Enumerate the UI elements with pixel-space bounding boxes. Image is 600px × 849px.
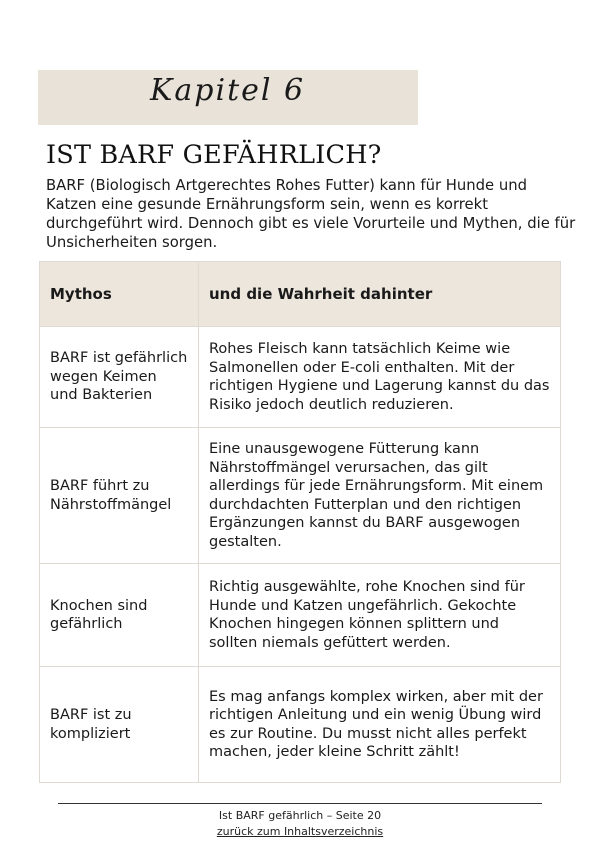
footer-divider bbox=[58, 803, 542, 804]
table-row bbox=[40, 667, 561, 783]
truth-cell: Eine unausgewogene Fütterung kann Nährstoffmängel verursachen, das gilt allerdings für jede Ernährungsform. Mit einem durchdachten Futterplan und den richtigen Ergänzungen kannst du BARF ausgewogen gestalten. bbox=[199, 428, 561, 564]
myth-cell: BARF führt zu Nährstoffmängel bbox=[40, 428, 199, 564]
myth-table bbox=[39, 261, 561, 783]
table-header-row bbox=[40, 262, 561, 327]
intro-paragraph: BARF (Biologisch Artgerechtes Rohes Futter) kann für Hunde und Katzen eine gesunde Ernährungsform sein, wenn es korrekt durchgeführt wird. Dennoch gibt es viele Vorurteile und Mythen, die für Unsicherheiten sorgen. bbox=[46, 177, 576, 251]
table-row bbox=[40, 327, 561, 428]
footer-page-label: Ist BARF gefährlich – Seite 20 bbox=[218, 809, 382, 822]
truth-cell: Rohes Fleisch kann tatsächlich Keime wie Salmonellen oder E-coli enthalten. Mit der richtigen Hygiene und Lagerung kannst du das Risiko jedoch deutlich reduzieren. bbox=[199, 327, 561, 428]
chapter-label: Kapitel 6 bbox=[150, 73, 306, 108]
myth-cell: Knochen sind gefährlich bbox=[40, 564, 199, 667]
column-header-myth: Mythos bbox=[40, 262, 199, 327]
column-header-truth: und die Wahrheit dahinter bbox=[199, 262, 561, 327]
truth-cell: Es mag anfangs komplex wirken, aber mit der richtigen Anleitung und ein wenig Übung wird es zur Routine. Du musst nicht alles perfekt machen, jeder kleine Schritt zählt! bbox=[199, 667, 561, 783]
table-row bbox=[40, 428, 561, 564]
page-title: IST BARF GEFÄHRLICH? bbox=[46, 140, 382, 170]
table-row bbox=[40, 564, 561, 667]
truth-cell: Richtig ausgewählte, rohe Knochen sind für Hunde und Katzen ungefährlich. Gekochte Knochen hingegen können splittern und sollten niemals gefüttert werden. bbox=[199, 564, 561, 667]
toc-link[interactable]: zurück zum Inhaltsverzeichnis bbox=[216, 825, 384, 838]
myth-cell: BARF ist zu kompliziert bbox=[40, 667, 199, 783]
myth-cell: BARF ist gefährlich wegen Keimen und Bakterien bbox=[40, 327, 199, 428]
